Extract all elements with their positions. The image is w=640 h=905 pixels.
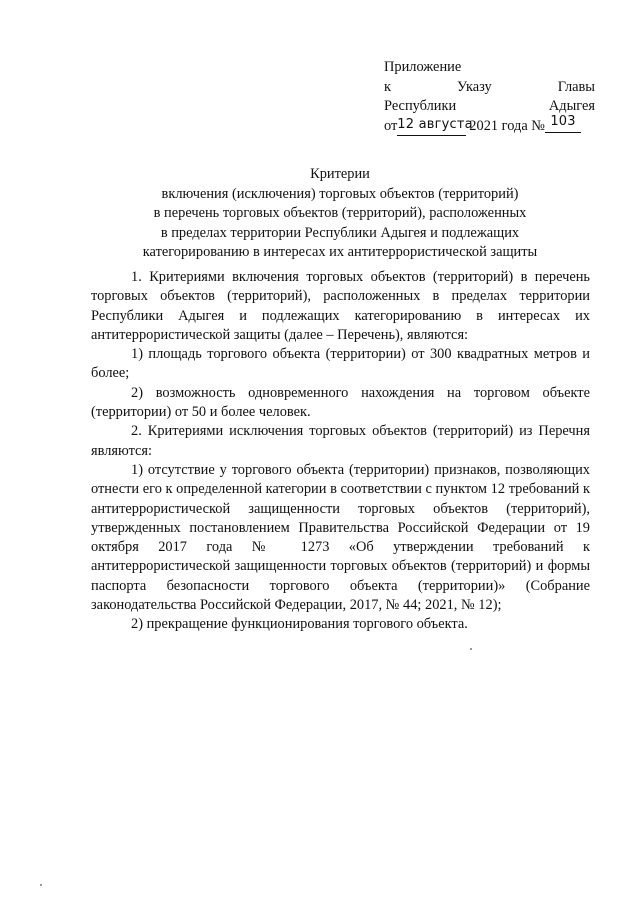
appendix-word-k: к xyxy=(384,78,391,95)
appendix-word-adygea: Адыгея xyxy=(548,98,595,114)
title-line-1: Критерии xyxy=(310,166,370,182)
appendix-label: Приложение xyxy=(384,59,462,75)
scan-speck xyxy=(40,884,42,886)
appendix-word-decree: Указу xyxy=(457,78,492,95)
paragraph-4: 2. Критериями исключения торговых объектов (территорий) из Перечня являются: xyxy=(91,423,590,459)
paragraph-6: 2) прекращение функционирования торгового объекта. xyxy=(131,616,468,633)
paragraph-5: 1) отсутствие у торгового объекта (территории) признаков, позволяющих отнести его к определенной категории в соответствии с пунктом 12 требований к антитеррористической защищенности торговых объектов (территорий), утвержденных постановлением Правительства Российской Федерации от 19 октября 2017 года № 1273 «Об утверждении требований к антитеррористической защищенности торговых объектов (территорий) и формы паспорта безопасности торгового объекта (территории)» (Собрание законодательства Российской Федерации, 2017, № 44; 2021, № 12); xyxy=(91,461,590,614)
title-line-4: в пределах территории Республики Адыгея и подлежащих xyxy=(160,224,520,241)
document-body xyxy=(91,268,590,635)
scan-speck xyxy=(470,648,472,650)
appendix-block xyxy=(384,58,595,136)
appendix-word-head: Главы xyxy=(557,78,595,95)
appendix-word-republic: Республики xyxy=(384,98,457,114)
document-title xyxy=(90,165,590,263)
paragraph-3: 2) возможность одновременного нахождения на торговом объекте (территории) от 50 и более человек. xyxy=(91,384,590,421)
date-year: 2021 года № xyxy=(469,117,546,134)
title-line-2: включения (исключения) торговых объектов (территорий) xyxy=(161,185,519,202)
title-line-5: категорированию в интересах их антитеррористической защиты xyxy=(142,244,538,260)
handwritten-date: 12 августа xyxy=(397,117,466,137)
title-line-3: в перечень торговых объектов (территорий), расположенных xyxy=(153,205,527,221)
paragraph-1: 1. Критериями включения торговых объектов (территорий) в перечень торговых объектов (территорий), расположенных в пределах территории Республики Адыгея и подлежащих категорированию в интересах их антитеррористической защиты (далее – Перечень), являются: xyxy=(91,269,590,343)
paragraph-2: 1) площадь торгового объекта (территории) от 300 квадратных метров и более; xyxy=(91,346,590,382)
date-prefix: от xyxy=(384,117,398,134)
handwritten-number: 103 xyxy=(545,114,581,134)
